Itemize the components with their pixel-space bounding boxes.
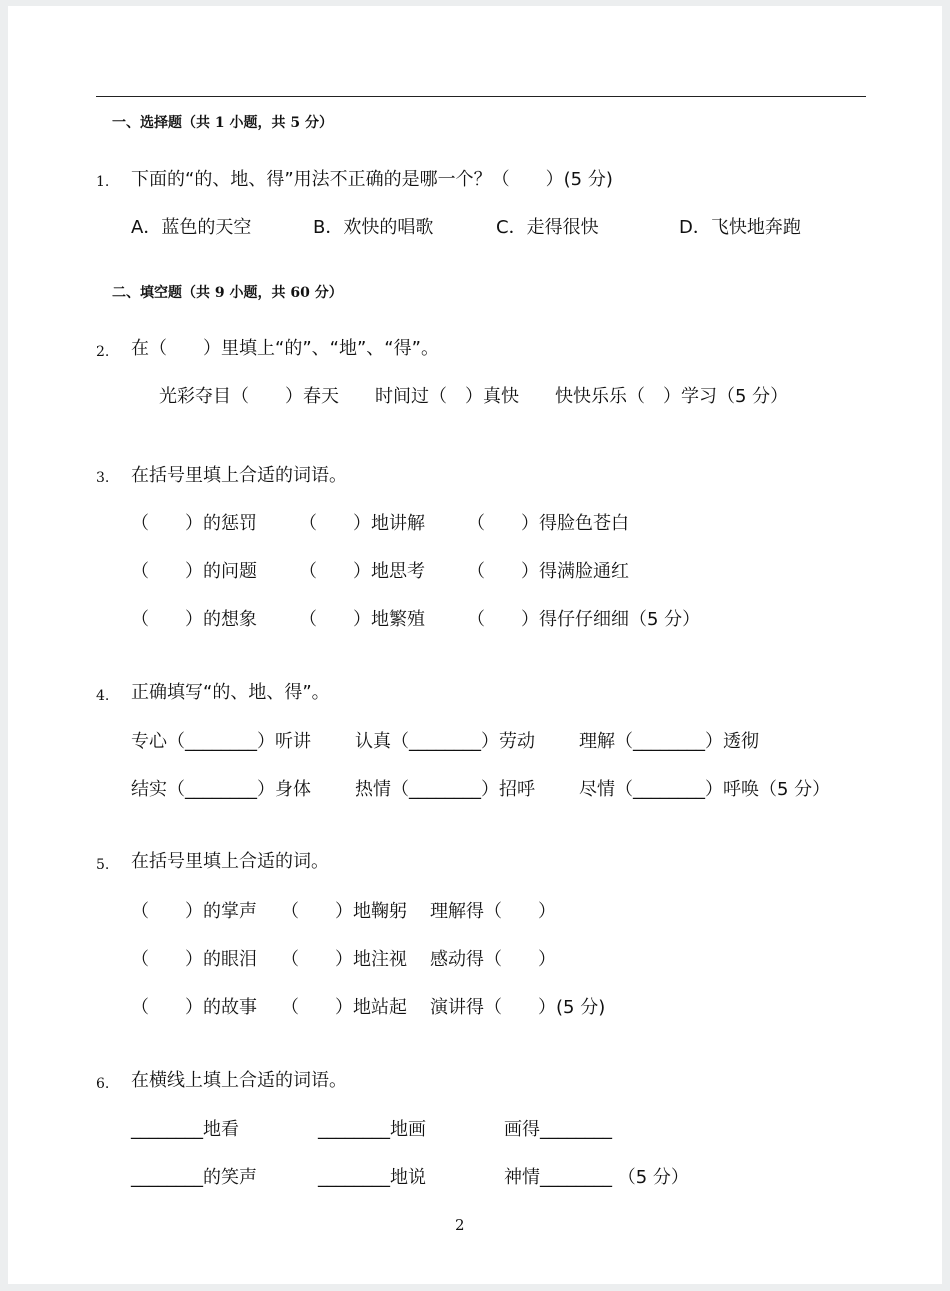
question-stem: 下面的“的、地、得”用法不正确的是哪一个？（ ）(5 分) [131, 169, 613, 190]
fill-item: 画得________ [504, 1119, 612, 1140]
fill-item: （ ）地注视 [281, 949, 407, 970]
fill-item: （ ）地繁殖 [299, 609, 425, 630]
fill-item: 认真（________）劳动 [355, 731, 535, 752]
fill-line: 光彩夺目（ ）春天 时间过（ ）真快 快快乐乐（ ）学习（5 分） [159, 386, 789, 407]
section-heading-choice: 一、选择题（共 1 小题，共 5 分） [112, 115, 333, 131]
fill-item: 理解（________）透彻 [579, 731, 759, 752]
question-stem: 正确填写“的、地、得”。 [131, 682, 330, 703]
fill-item: 热情（________）招呼 [355, 779, 535, 800]
header-rule [96, 96, 866, 97]
option-b: B．欢快的唱歌 [313, 217, 434, 238]
question-number: 5. [96, 857, 110, 873]
fill-item: （ ）的想象 [131, 609, 257, 630]
question-number: 4. [96, 688, 110, 704]
question-stem: 在横线上填上合适的词语。 [131, 1070, 347, 1091]
question-number: 3. [96, 470, 110, 486]
fill-item: 理解得（ ） [430, 901, 556, 922]
fill-item: （ ）的眼泪 [131, 949, 257, 970]
question-stem: 在括号里填上合适的词。 [131, 851, 329, 872]
fill-item: （ ）得满脸通红 [467, 561, 629, 582]
fill-item: （ ）的问题 [131, 561, 257, 582]
option-c: C．走得很快 [496, 217, 599, 238]
question-number: 1. [96, 174, 110, 190]
fill-item: ________地看 [131, 1119, 239, 1140]
fill-item: （ ）得脸色苍白 [467, 513, 629, 534]
fill-item: （ ）的惩罚 [131, 513, 257, 534]
fill-item: （ ）地站起 [281, 997, 407, 1018]
fill-item: ________地画 [318, 1119, 426, 1140]
option-d: D．飞快地奔跑 [679, 217, 801, 238]
document-page [8, 6, 942, 1284]
question-stem: 在括号里填上合适的词语。 [131, 465, 347, 486]
fill-item: （ ）的掌声 [131, 901, 257, 922]
question-stem: 在（ ）里填上“的”、“地”、“得”。 [131, 338, 439, 359]
fill-item: （ ）地思考 [299, 561, 425, 582]
question-number: 2. [96, 344, 110, 360]
question-number: 6. [96, 1076, 110, 1092]
fill-item: 演讲得（ ）(5 分) [430, 997, 606, 1018]
fill-item: ________的笑声 [131, 1167, 257, 1188]
option-a: A．蓝色的天空 [131, 217, 252, 238]
fill-item: （ ）的故事 [131, 997, 257, 1018]
fill-item: （ ）得仔仔细细（5 分） [467, 609, 701, 630]
fill-item: 专心（________）听讲 [131, 731, 311, 752]
section-heading-fill: 二、填空题（共 9 小题，共 60 分） [112, 285, 343, 301]
fill-item: （ ）地讲解 [299, 513, 425, 534]
fill-item: 神情________ （5 分） [504, 1167, 689, 1188]
fill-item: 尽情（________）呼唤（5 分） [579, 779, 831, 800]
fill-item: ________地说 [318, 1167, 426, 1188]
fill-item: （ ）地鞠躬 [281, 901, 407, 922]
fill-item: 感动得（ ） [430, 949, 556, 970]
page-number: 2 [455, 1216, 465, 1234]
fill-item: 结实（________）身体 [131, 779, 311, 800]
